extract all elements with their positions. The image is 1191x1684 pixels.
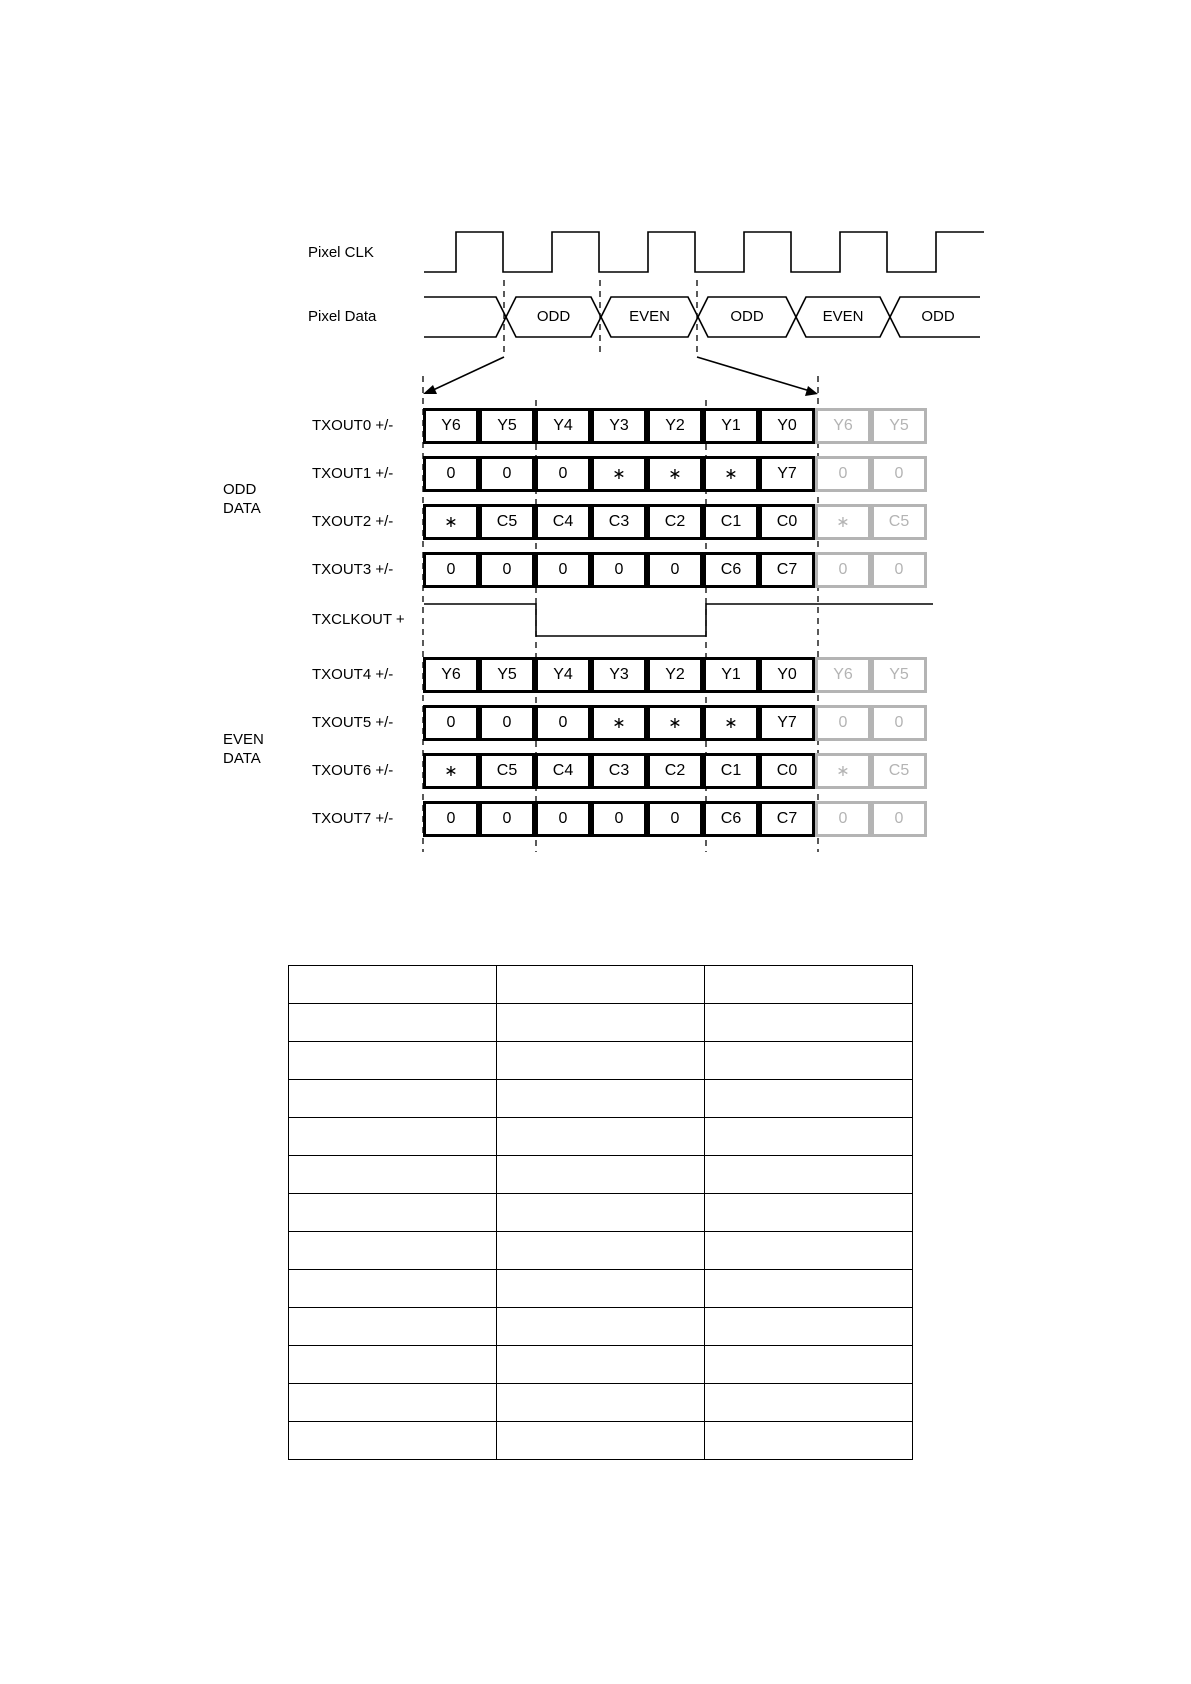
table-row: [289, 1308, 913, 1346]
pixel-data-waveform: [424, 297, 506, 337]
bit-cell: 0: [423, 801, 479, 837]
table-cell: [289, 1118, 497, 1156]
pixel-data-segment: ODD: [730, 308, 764, 325]
table-cell: [705, 1422, 913, 1460]
txout-row-label: TXOUT5 +/-: [312, 714, 394, 731]
table-cell: [497, 1004, 705, 1042]
bit-cell: 0: [647, 552, 703, 588]
table-row: [289, 966, 913, 1004]
table-row: [289, 1346, 913, 1384]
bit-cell: Y7: [759, 456, 815, 492]
table-cell: [705, 1118, 913, 1156]
table-row: [289, 1042, 913, 1080]
odd-data-group-label: ODD DATA: [223, 481, 261, 517]
bit-cell: Y2: [647, 408, 703, 444]
table-row: [289, 1080, 913, 1118]
next-bit-cell: 0: [815, 801, 871, 837]
next-bit-cell: 0: [815, 705, 871, 741]
bit-cell: 0: [535, 801, 591, 837]
next-bit-cell: Y5: [871, 408, 927, 444]
table-cell: [289, 1080, 497, 1118]
bit-cell: C6: [703, 552, 759, 588]
next-bit-cell: Y6: [815, 657, 871, 693]
bit-cell: 0: [591, 801, 647, 837]
table-row: [289, 1232, 913, 1270]
table-cell: [497, 1346, 705, 1384]
even-data-group-label: EVEN DATA: [223, 731, 264, 767]
table-cell: [289, 1232, 497, 1270]
table-cell: [289, 1346, 497, 1384]
bit-cell: Y2: [647, 657, 703, 693]
txclkout-label: TXCLKOUT +: [312, 611, 405, 628]
next-bit-cell: 0: [815, 552, 871, 588]
table-cell: [497, 1118, 705, 1156]
table-cell: [289, 1004, 497, 1042]
bit-cell: 0: [479, 705, 535, 741]
bit-cell: ∗: [703, 456, 759, 492]
table-cell: [705, 1308, 913, 1346]
next-bit-cell: 0: [815, 456, 871, 492]
table-row: [289, 1156, 913, 1194]
table-cell: [289, 966, 497, 1004]
txout-row-label: TXOUT4 +/-: [312, 666, 394, 683]
bit-cell: ∗: [591, 705, 647, 741]
txout-row-label: TXOUT1 +/-: [312, 465, 394, 482]
bit-cell: C2: [647, 753, 703, 789]
table-cell: [497, 1384, 705, 1422]
table-cell: [497, 1194, 705, 1232]
empty-table: [288, 965, 913, 1460]
bit-cell: 0: [535, 552, 591, 588]
bit-cell: C1: [703, 504, 759, 540]
pixel-clk-label: Pixel CLK: [308, 244, 374, 261]
table-cell: [705, 1194, 913, 1232]
bit-cell: C1: [703, 753, 759, 789]
next-bit-cell: 0: [871, 705, 927, 741]
txout-row-label: TXOUT7 +/-: [312, 810, 394, 827]
pixel-data-segment: ODD: [536, 308, 571, 325]
next-bit-cell: ∗: [815, 753, 871, 789]
bit-cell: 0: [423, 705, 479, 741]
bit-cell: Y5: [479, 657, 535, 693]
bit-cell: 0: [535, 456, 591, 492]
bit-cell: 0: [479, 801, 535, 837]
next-bit-cell: C5: [871, 753, 927, 789]
table-cell: [705, 1156, 913, 1194]
table-row: [289, 1004, 913, 1042]
table-row: [289, 1118, 913, 1156]
pixel-clk-waveform: [424, 232, 984, 272]
txout-row-label: TXOUT6 +/-: [312, 762, 394, 779]
table-cell: [289, 1042, 497, 1080]
bit-cell: C2: [647, 504, 703, 540]
table-cell: [289, 1308, 497, 1346]
bit-cell: Y4: [535, 408, 591, 444]
table-cell: [289, 1194, 497, 1232]
txout-row-label: TXOUT3 +/-: [312, 561, 394, 578]
bit-cell: C0: [759, 504, 815, 540]
table-cell: [705, 1346, 913, 1384]
next-bit-cell: Y6: [815, 408, 871, 444]
table-cell: [497, 1156, 705, 1194]
table-cell: [705, 1270, 913, 1308]
bit-cell: 0: [479, 552, 535, 588]
table-cell: [497, 1232, 705, 1270]
bit-cell: Y6: [423, 657, 479, 693]
table-cell: [289, 1156, 497, 1194]
table-row: [289, 1194, 913, 1232]
pixel-data-segment: ODD: [921, 308, 955, 325]
bit-cell: C0: [759, 753, 815, 789]
table-cell: [705, 1080, 913, 1118]
bit-cell: ∗: [423, 753, 479, 789]
bit-cell: C3: [591, 504, 647, 540]
bit-cell: Y0: [759, 657, 815, 693]
bit-cell: 0: [479, 456, 535, 492]
bit-cell: C5: [479, 753, 535, 789]
next-bit-cell: C5: [871, 504, 927, 540]
txclkout-waveform: [424, 604, 933, 636]
table-cell: [497, 1080, 705, 1118]
table-cell: [497, 1270, 705, 1308]
table-row: [289, 1422, 913, 1460]
table-cell: [289, 1384, 497, 1422]
bit-cell: 0: [535, 705, 591, 741]
table-cell: [289, 1270, 497, 1308]
bit-cell: Y1: [703, 657, 759, 693]
bit-cell: 0: [647, 801, 703, 837]
bit-cell: ∗: [647, 705, 703, 741]
bit-cell: C4: [535, 504, 591, 540]
bit-cell: Y6: [423, 408, 479, 444]
table-cell: [705, 1042, 913, 1080]
table-cell: [705, 1004, 913, 1042]
txout-row-label: TXOUT0 +/-: [312, 417, 394, 434]
bit-cell: Y0: [759, 408, 815, 444]
txout-row-label: TXOUT2 +/-: [312, 513, 394, 530]
bit-cell: C7: [759, 552, 815, 588]
bit-cell: C7: [759, 801, 815, 837]
bit-cell: Y5: [479, 408, 535, 444]
bit-cell: C4: [535, 753, 591, 789]
bit-cell: ∗: [703, 705, 759, 741]
bit-cell: 0: [591, 552, 647, 588]
table-cell: [705, 1384, 913, 1422]
bit-cell: Y1: [703, 408, 759, 444]
table-cell: [497, 1042, 705, 1080]
bit-cell: 0: [423, 552, 479, 588]
next-bit-cell: 0: [871, 552, 927, 588]
bit-cell: C5: [479, 504, 535, 540]
table-cell: [497, 966, 705, 1004]
bit-cell: Y4: [535, 657, 591, 693]
table-cell: [705, 966, 913, 1004]
table-row: [289, 1384, 913, 1422]
table-cell: [705, 1232, 913, 1270]
bit-cell: Y3: [591, 408, 647, 444]
bit-cell: Y7: [759, 705, 815, 741]
next-bit-cell: Y5: [871, 657, 927, 693]
bit-cell: C6: [703, 801, 759, 837]
next-bit-cell: 0: [871, 456, 927, 492]
pixel-data-label: Pixel Data: [308, 308, 377, 325]
next-bit-cell: 0: [871, 801, 927, 837]
table-cell: [497, 1422, 705, 1460]
table-cell: [289, 1422, 497, 1460]
bit-cell: ∗: [647, 456, 703, 492]
bit-cell: Y3: [591, 657, 647, 693]
table-row: [289, 1270, 913, 1308]
bit-cell: ∗: [423, 504, 479, 540]
bit-cell: ∗: [591, 456, 647, 492]
pixel-data-segment: EVEN: [629, 308, 670, 325]
pixel-data-segment: EVEN: [822, 308, 864, 325]
bit-cell: 0: [423, 456, 479, 492]
table-cell: [497, 1308, 705, 1346]
next-bit-cell: ∗: [815, 504, 871, 540]
bit-cell: C3: [591, 753, 647, 789]
